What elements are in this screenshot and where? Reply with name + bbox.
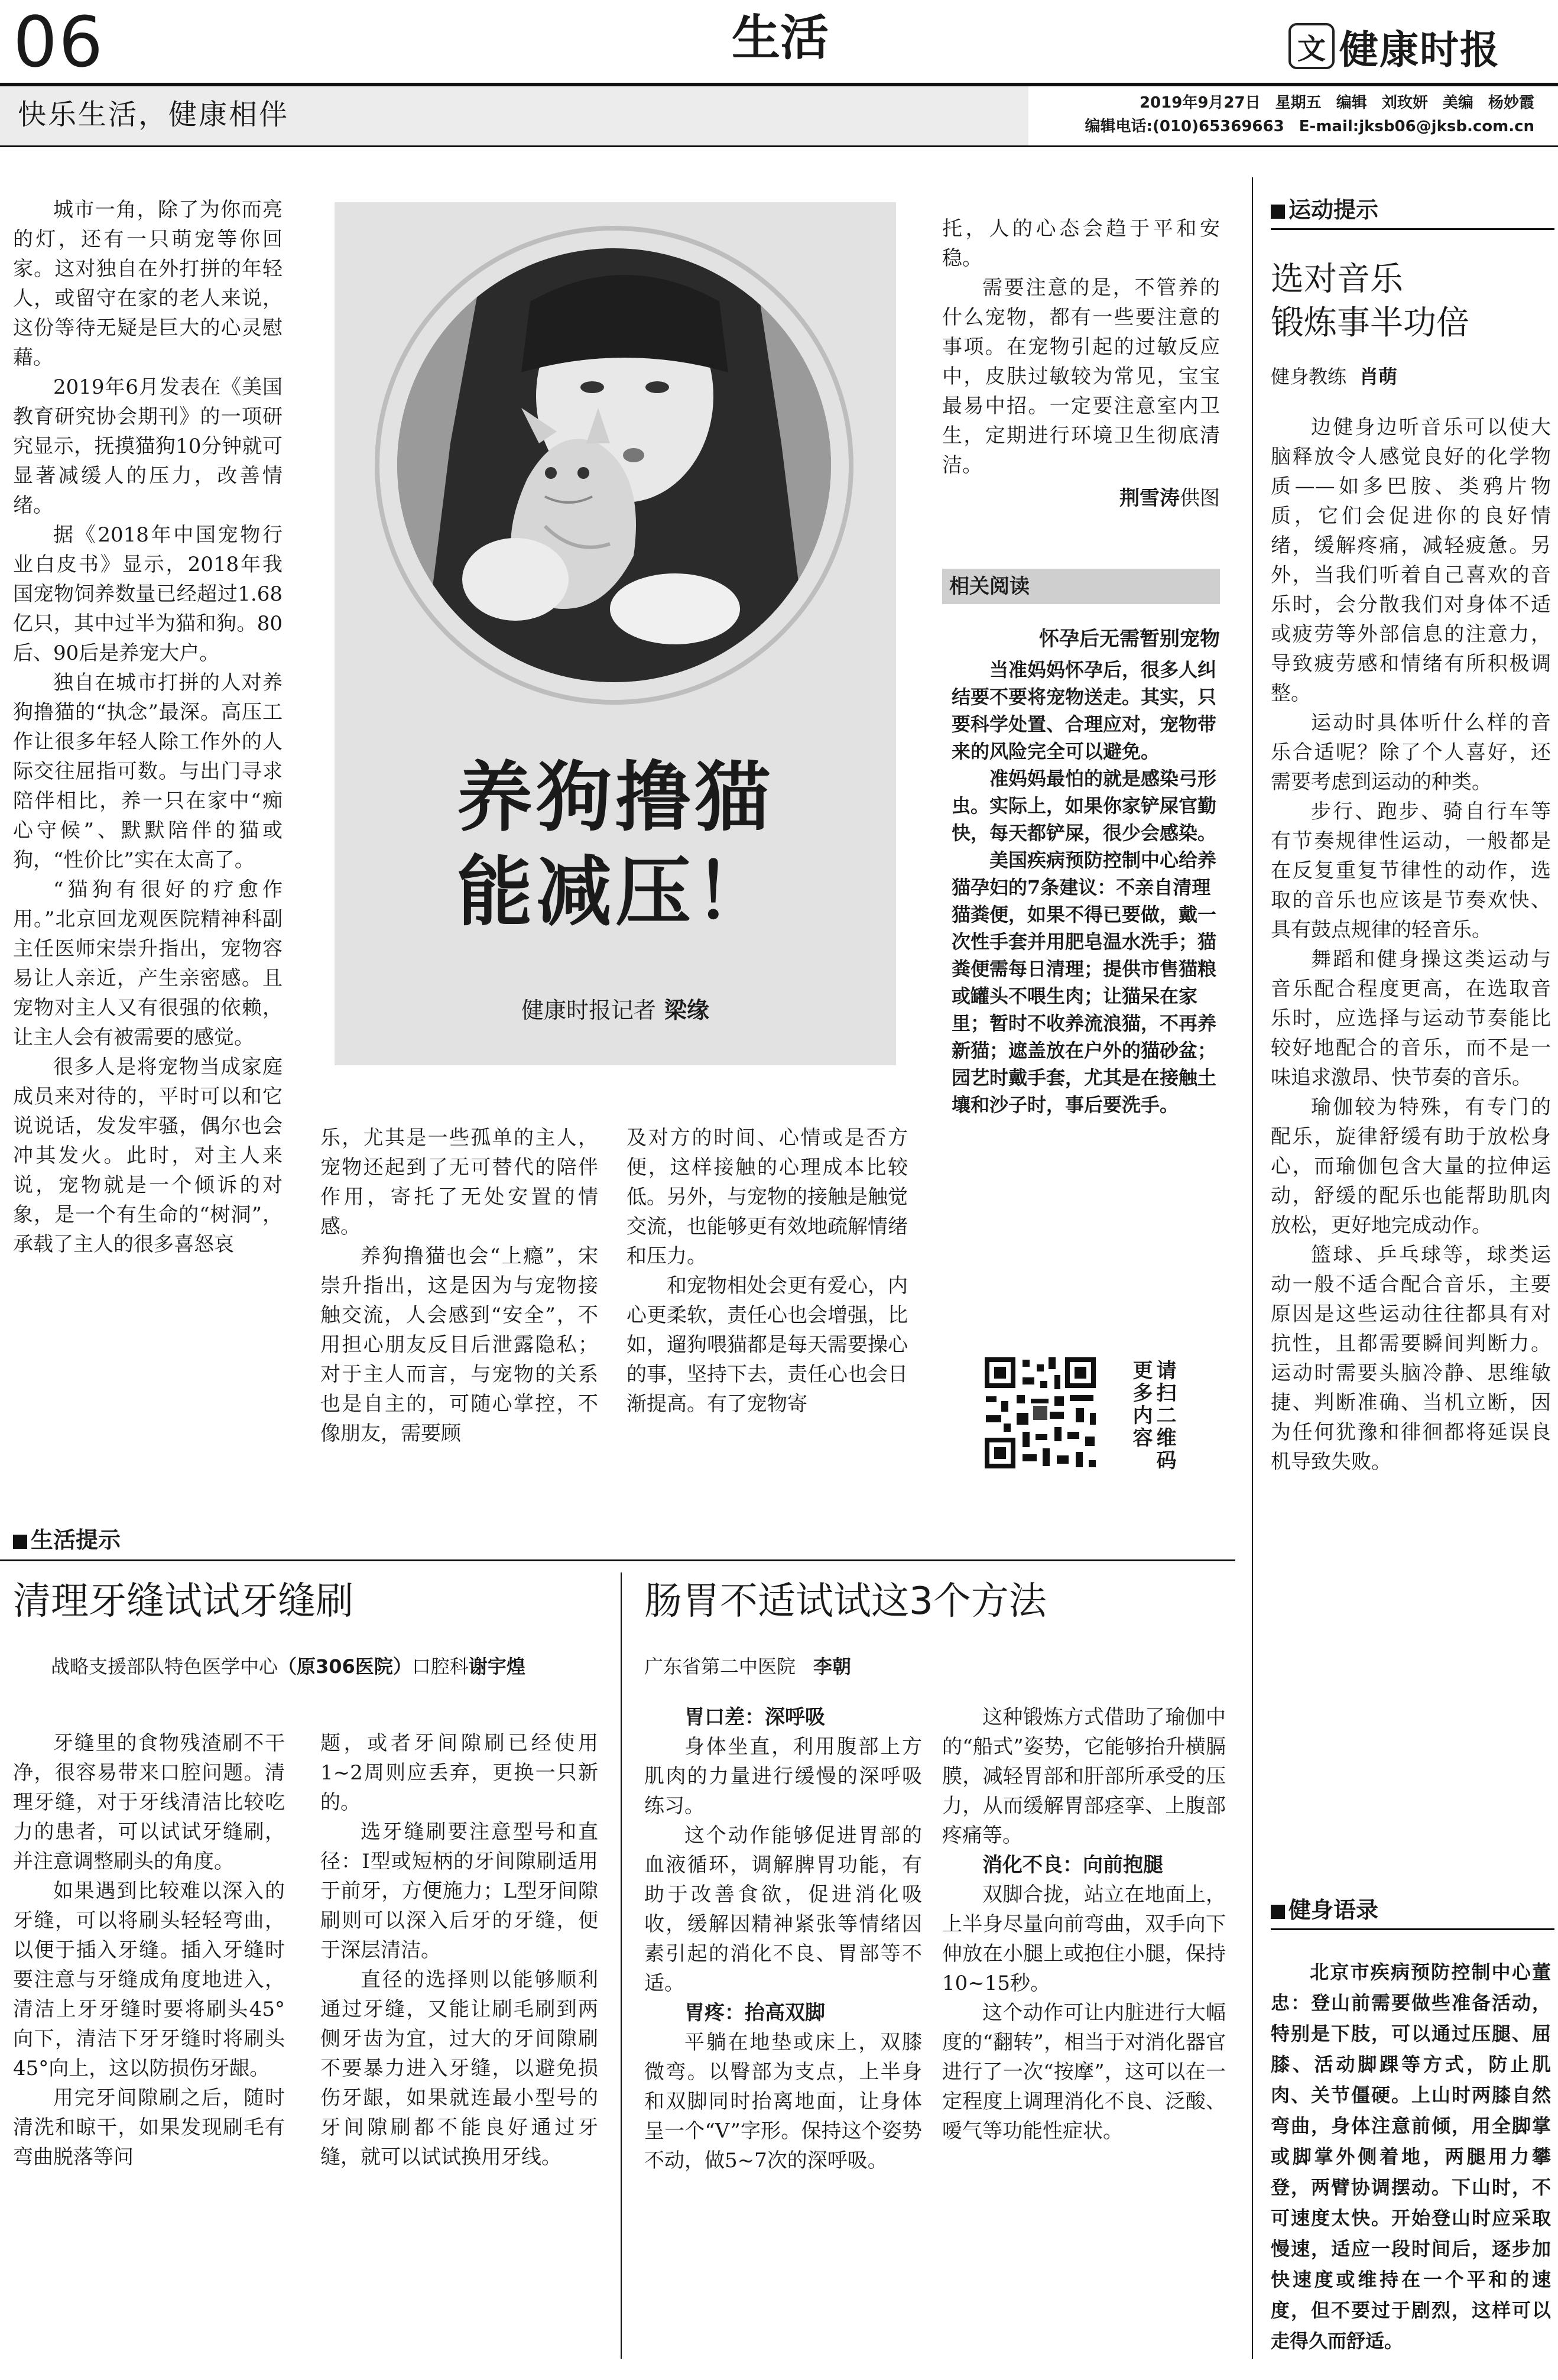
sport-byline-label: 健身教练 <box>1271 365 1347 388</box>
feature-byline <box>335 996 896 1025</box>
life-column-divider <box>621 1572 622 2359</box>
quote-speaker: 北京市疾病预防控制中心董忠： <box>1271 1961 1551 2014</box>
designer-label: 美编 <box>1442 94 1473 112</box>
life-tag <box>13 1525 121 1555</box>
sport-headline-line: 选对音乐 <box>1271 260 1403 299</box>
stomach-subheading: 胃口差：深呼吸 <box>684 1705 825 1729</box>
qr-code-icon[interactable] <box>981 1354 1099 1472</box>
stomach-byline <box>644 1652 851 1681</box>
girl-with-cat-photo <box>397 248 831 682</box>
teeth-byline-name: 谢宇煌 <box>468 1655 525 1678</box>
quote-tag <box>1271 1895 1378 1925</box>
teeth-column-1 <box>13 1729 285 2172</box>
page-number: 06 <box>13 1 105 83</box>
photo-credit-name: 荆雪涛 <box>1119 487 1180 510</box>
teeth-paragraph: 用完牙间隙刷之后，随时清洗和晾干，如果发现刷毛有弯曲脱落等问 <box>13 2086 285 2169</box>
stomach-column-2 <box>942 1703 1226 2146</box>
masthead-info <box>1002 91 1534 138</box>
stomach-headline: 肠胃不适试试这3个方法 <box>644 1580 1047 1623</box>
sport-headline <box>1271 258 1554 345</box>
related-reading-title: 怀孕后无需暂别宠物 <box>1039 627 1220 651</box>
stomach-subheading: 消化不良：向前抱腿 <box>982 1853 1163 1877</box>
feature-headline-line: 能减压！ <box>456 848 774 936</box>
teeth-paragraph: 牙缝里的食物残渣刷不干净，很容易带来口腔问题。清理牙缝，对于牙线清洁比较吃力的患者，可以试试牙缝刷，并注意调整刷头的角度。 <box>13 1732 285 1873</box>
feature-paragraph: “猫狗有很好的疗愈作用。”北京回龙观医院精神科副主任医师宋崇升指出，宠物容易让人亲近，产生亲密感。且宠物对主人又有很强的依赖，让主人会有被需要的感觉。 <box>13 878 283 1049</box>
feature-column-4 <box>942 214 1220 513</box>
stomach-paragraph: 这个动作可让内脏进行大幅度的“翻转”，相当于对消化器官进行了一次“按摩”，这可以在一定程度上调理消化不良、泛酸、嗳气等功能性症状。 <box>942 2001 1226 2143</box>
feature-paragraph: 2019年6月发表在《美国教育研究协会期刊》的一项研究显示，抚摸猫狗10分钟就可显著减缓人的压力，改善情绪。 <box>13 375 283 517</box>
feature-paragraph: 及对方的时间、心情或是否方便，这样接触的心理成本比较低。另外，与宠物的接触是触觉交流，也能够更有效地疏解情绪和压力。 <box>627 1126 908 1268</box>
masthead-bottom-rule <box>0 145 1558 147</box>
feature-column-2 <box>320 1123 598 1448</box>
brand-name: 健康时报 <box>1339 27 1500 73</box>
quote-tag-rule <box>1271 1928 1554 1930</box>
feature-headline <box>335 751 896 940</box>
stomach-column-1 <box>644 1703 922 2175</box>
qr-caption: 请扫二维码更多内容 <box>1129 1360 1176 1472</box>
stomach-subheading: 胃疼：抬高双脚 <box>684 2001 825 2025</box>
sport-byline-name: 肖萌 <box>1359 365 1398 388</box>
feature-paragraph: 独自在城市打拼的人对养狗撸猫的“执念”最深。高压工作让很多年轻人除工作外的人际交往屈指可数。与出门寻求陪伴相比，养一只在家中“痴心守候”、默默陪伴的猫或狗，“性价比”实在太高了。 <box>13 671 283 872</box>
feature-paragraph: 城市一角，除了为你而亮的灯，还有一只萌宠等你回家。这对独自在外打拼的年轻人，或留守在家的老人来说，这份等待无疑是巨大的心灵慰藉。 <box>13 198 283 369</box>
stomach-paragraph: 这种锻炼方式借助了瑜伽中的“船式”姿势，它能够抬升横膈膜，减轻胃部和肝部所承受的压力，从而缓解胃部痉挛、上腹部疼痛等。 <box>942 1705 1226 1847</box>
sport-paragraph: 步行、跑步、骑自行车等有节奏规律性运动，一般都是在反复重复节律性的动作，选取的音乐也应该是节奏欢快、具有鼓点规律的轻音乐。 <box>1271 800 1551 942</box>
feature-paragraph: 乐，尤其是一些孤单的主人，宠物还起到了无可替代的陪伴作用，寄托了无处安置的情感。 <box>320 1126 598 1238</box>
issue-weekday: 星期五 <box>1275 94 1322 112</box>
teeth-byline-org: 战略支援部队特色医学中心 <box>51 1655 278 1678</box>
teeth-column-2 <box>320 1729 598 2172</box>
teeth-byline <box>13 1652 598 1681</box>
stomach-paragraph: 这个动作能够促进胃部的血液循环，调解脾胃功能，有助于改善食欲，促进消化吸收，缓解因精神紧张等情绪因素引起的消化不良、胃部等不适。 <box>644 1824 922 1995</box>
feature-paragraph: 很多人是将宠物当成家庭成员来对待的，平时可以和它说说话，发发牢骚，偶尔也会冲其发火。此时，对主人来说，宠物就是一个倾诉的对象，是一个有生命的“树洞”，承载了主人的很多喜怒哀 <box>13 1055 283 1256</box>
editor-name: 刘玫妍 <box>1381 94 1428 112</box>
stomach-byline-org: 广东省第二中医院 <box>644 1655 796 1678</box>
feature-paragraph: 和宠物相处会更有爱心，内心更柔软，责任心也会增强，比如，遛狗喂猫都是每天需要操心的事，坚持下去，责任心也会日渐提高。有了宠物寄 <box>627 1274 908 1416</box>
sport-tag <box>1271 195 1378 225</box>
feature-byline-name: 梁缘 <box>664 997 710 1023</box>
related-paragraph: 准妈妈最怕的就是感染弓形虫。实际上，如果你家铲屎官勤快，每天都铲屎，很少会感染。 <box>952 767 1217 844</box>
quote-text <box>1271 1957 1551 2356</box>
life-tag-rule <box>0 1559 1235 1561</box>
sport-byline <box>1271 362 1397 391</box>
related-paragraph: 美国疾病预防控制中心给养猫孕妇的7条建议：不亲自清理猫粪便，如果不得已要做，戴一次性手套并用肥皂温水洗手；猫粪便需每日清理；提供市售猫粮或罐头不喂生肉；让猫呆在家里；暂时不收养流浪猫，不再养新猫；遮盖放在户外的猫砂盆；园艺时戴手套，尤其是在接触土壤和沙子时，事后要洗手。 <box>952 849 1217 1116</box>
feature-headline-line: 养狗撸猫 <box>456 754 774 842</box>
stomach-paragraph: 双脚合拢，站立在地面上，上半身尽量向前弯曲，双手向下伸放在小腿上或抱住小腿，保持10~15秒。 <box>942 1883 1226 1995</box>
brand-logo-icon: 文 <box>1288 23 1335 69</box>
teeth-paragraph: 如果遇到比较难以深入的牙缝，可以将刷头轻轻弯曲，以便于插入牙缝。插入牙缝时要注意与牙缝成角度地进入，清洁上牙牙缝时要将刷头45°向下，清洁下牙牙缝时将刷头45°向上，这以防损伤牙龈。 <box>13 1879 285 2080</box>
brand-logo <box>1288 22 1500 73</box>
section-title: 生活 <box>731 10 829 66</box>
issue-date: 2019年9月27日 <box>1139 94 1261 112</box>
teeth-headline: 清理牙缝试试牙缝刷 <box>13 1580 353 1623</box>
section-square-icon <box>1271 1905 1285 1919</box>
sport-paragraph: 篮球、乒乓球等，球类运动一般不适合配合音乐，主要原因是这些运动往往都具有对抗性，且都需要瞬间判断力。运动时需要头脑冷静、思维敏捷、判断准确、当机立断，因为任何犹豫和徘徊都将延误良机导致失败。 <box>1271 1243 1551 1474</box>
related-reading-text <box>952 656 1220 1118</box>
feature-paragraph: 据《2018年中国宠物行业白皮书》显示，2018年我国宠物饲养数量已经超过1.68亿只，其中过半为猫和狗。80后、90后是养宠大户。 <box>13 523 283 665</box>
feature-photo <box>397 248 831 682</box>
sport-paragraph: 运动时具体听什么样的音乐合适呢？除了个人喜好，还需要考虑到运动的种类。 <box>1271 711 1551 794</box>
editor-email: E-mail:jksb06@jksb.com.cn <box>1299 118 1534 135</box>
sport-tag-label: 运动提示 <box>1288 197 1379 223</box>
stomach-paragraph: 身体坐直，利用腹部上方肌肉的力量进行缓慢的深呼吸练习。 <box>644 1735 922 1818</box>
feature-paragraph: 养狗撸猫也会“上瘾”，宋崇升指出，这是因为与宠物接触交流，人会感到“安全”，不用担心朋友反目后泄露隐私；对于主人而言，与宠物的关系也是自主的，可随心掌控，不像朋友，需要顾 <box>320 1244 598 1445</box>
sport-paragraph: 瑜伽较为特殊，有专门的配乐，旋律舒缓有助于放松身心，而瑜伽包含大量的拉伸运动，舒缓的配乐也能帮助肌肉放松，更好地完成动作。 <box>1271 1095 1551 1237</box>
sport-headline-line: 锻炼事半功倍 <box>1271 304 1469 342</box>
stomach-paragraph: 平躺在地垫或床上，双膝微弯。以臀部为支点，上半身和双脚同时抬离地面，让身体呈一个“V”字形。保持这个姿势不动，做5~7次的深呼吸。 <box>644 2031 922 2173</box>
quote-tag-label: 健身语录 <box>1288 1897 1379 1923</box>
life-tag-label: 生活提示 <box>31 1527 121 1553</box>
editor-phone: 编辑电话:(010)65369663 <box>1085 118 1284 135</box>
feature-byline-label: 健康时报记者 <box>521 997 656 1023</box>
teeth-paragraph: 直径的选择则以能够顺利通过牙缝，又能让刷毛刷到两侧牙齿为宜，过大的牙间隙刷不要暴力进入牙缝，以避免损伤牙龈，如果就连最小型号的牙间隙刷都不能良好通过牙缝，就可以试试换用牙线。 <box>320 1968 598 2169</box>
feature-paragraph: 托，人的心态会趋于平和安稳。 <box>942 217 1220 270</box>
slogan: 快乐生活，健康相伴 <box>18 98 290 131</box>
related-paragraph: 当准妈妈怀孕后，很多人纠结要不要将宠物送走。其实，只要科学处置、合理应对，宠物带来的风险完全可以避免。 <box>952 659 1217 763</box>
sport-body <box>1271 413 1551 1477</box>
editor-label: 编辑 <box>1336 94 1367 112</box>
section-square-icon <box>13 1535 27 1549</box>
qr-code-graphic <box>981 1354 1099 1472</box>
sport-paragraph: 舞蹈和健身操这类运动与音乐配合程度更高，在选取音乐时，应选择与运动节奏能比较好地配合的音乐，而不是一味追求激昂、快节奏的音乐。 <box>1271 948 1551 1090</box>
sport-paragraph: 边健身边听音乐可以使大脑释放令人感觉良好的化学物质——如多巴胺、类鸦片物质，它们会促进你的良好情绪，缓解疼痛，减轻疲惫。另外，当我们听着自己喜欢的音乐时，会分散我们对身体不适或疲劳等外部信息的注意力，导致疲劳感和情绪有所积极调整。 <box>1271 416 1551 705</box>
teeth-byline-hospital: （原306医院） <box>278 1655 412 1678</box>
photo-credit <box>942 484 1220 513</box>
designer-name: 杨妙霞 <box>1488 94 1534 112</box>
feature-column-3 <box>627 1123 908 1419</box>
photo-credit-suffix: 供图 <box>1180 487 1220 510</box>
teeth-byline-dept: 口腔科 <box>411 1655 469 1678</box>
quote-body: 登山前需要做些准备活动，特别是下肢，可以通过压腿、屈膝、活动脚踝等方式，防止肌肉、关节僵硬。上山时两膝自然弯曲，身体注意前倾，用全脚掌或脚掌外侧着地，两腿用力攀登，两臂协调摆动。下山时，不可速度太快。开始登山时应采取慢速，适应一段时间后，逐步加快速度或维持在一个平和的速度，但不要过于剧烈，这样可以走得久而舒适。 <box>1271 1992 1551 2352</box>
right-column-divider <box>1252 177 1253 2359</box>
stomach-byline-name: 李朝 <box>813 1655 852 1678</box>
sport-tag-rule <box>1271 228 1554 230</box>
section-square-icon <box>1271 205 1285 219</box>
teeth-paragraph: 选牙缝刷要注意型号和直径：I型或短柄的牙间隙刷适用于前牙，方便施力；L型牙间隙刷则可以深入后牙的牙缝，便于深层清洁。 <box>320 1820 598 1962</box>
related-reading-tag: 相关阅读 <box>942 569 1220 604</box>
teeth-paragraph: 题，或者牙间隙刷已经使用1~2周则应丢弃，更换一只新的。 <box>320 1732 598 1814</box>
feature-paragraph: 需要注意的是，不管养的什么宠物，都有一些要注意的事项。在宠物引起的过敏反应中，皮肤过敏较为常见，宝宝最易中招。一定要注意室内卫生，定期进行环境卫生彻底清洁。 <box>942 276 1220 477</box>
feature-column-1 <box>13 195 283 1259</box>
